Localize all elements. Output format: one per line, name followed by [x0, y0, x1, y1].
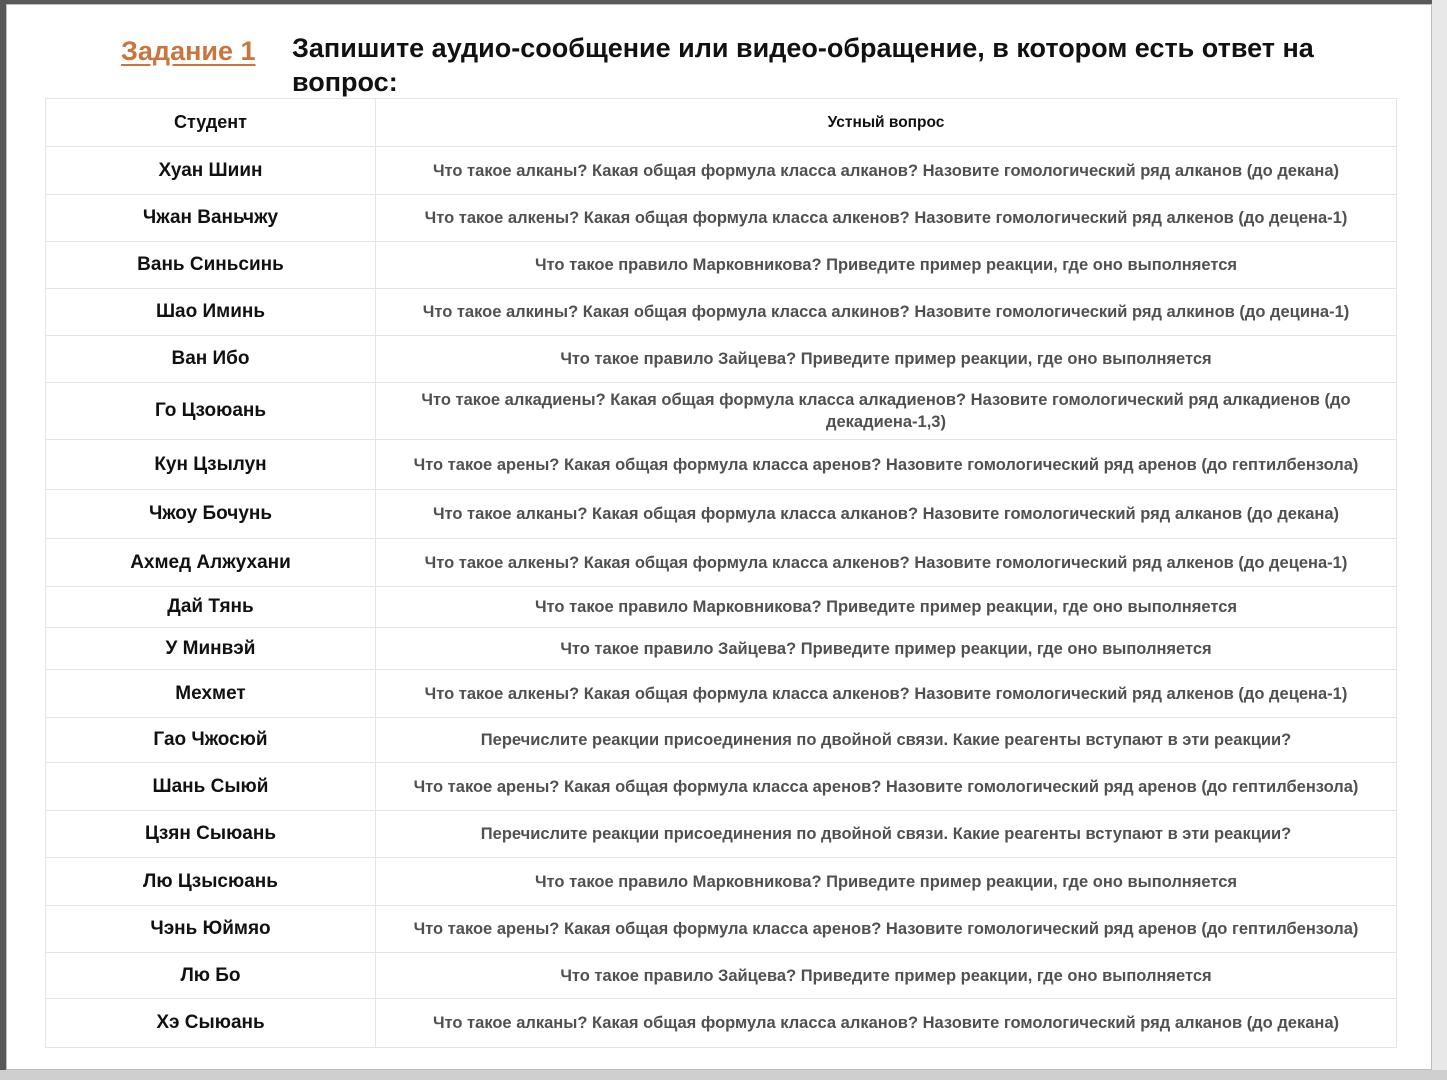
- student-name-cell: Ахмед Алжухани: [46, 539, 376, 587]
- oral-question-cell: Что такое арены? Какая общая формула класса аренов? Назовите гомологический ряд аренов (до гептилбензола): [376, 763, 1397, 811]
- table-row: [46, 858, 1397, 906]
- student-name-cell: Лю Бо: [46, 953, 376, 999]
- student-name-cell: Хэ Сыюань: [46, 999, 376, 1048]
- oral-question-cell: Что такое алканы? Какая общая формула класса алканов? Назовите гомологический ряд алканов (до декана): [376, 147, 1397, 195]
- table-row: [46, 953, 1397, 999]
- assignment-table: [45, 98, 1397, 1048]
- oral-question-cell: Что такое арены? Какая общая формула класса аренов? Назовите гомологический ряд аренов (до гептилбензола): [376, 440, 1397, 490]
- oral-question-cell: Что такое правило Зайцева? Приведите пример реакции, где оно выполняется: [376, 628, 1397, 670]
- table-row: [46, 242, 1397, 289]
- student-name-cell: Цзян Сыюань: [46, 811, 376, 858]
- table-row: [46, 718, 1397, 763]
- table-row: [46, 670, 1397, 718]
- table-row: [46, 999, 1397, 1048]
- table-row: [46, 289, 1397, 336]
- student-name-cell: Мехмет: [46, 670, 376, 718]
- task-label: Задание 1: [121, 36, 256, 66]
- student-name-cell: Кун Цзылун: [46, 440, 376, 490]
- table-row: [46, 383, 1397, 440]
- oral-question-cell: Что такое правило Зайцева? Приведите пример реакции, где оно выполняется: [376, 336, 1397, 383]
- oral-question-cell: Что такое алкены? Какая общая формула класса алкенов? Назовите гомологический ряд алкенов (до децена-1): [376, 539, 1397, 587]
- student-name-cell: Лю Цзысюань: [46, 858, 376, 906]
- oral-question-cell: Что такое алкены? Какая общая формула класса алкенов? Назовите гомологический ряд алкенов (до децена-1): [376, 195, 1397, 242]
- student-name-cell: Гао Чжосюй: [46, 718, 376, 763]
- student-name-cell: Шао Иминь: [46, 289, 376, 336]
- oral-question-cell: Что такое алкины? Какая общая формула класса алкинов? Назовите гомологический ряд алкинов (до децина-1): [376, 289, 1397, 336]
- oral-question-cell: Что такое правило Марковникова? Приведите пример реакции, где оно выполняется: [376, 858, 1397, 906]
- table-row: [46, 490, 1397, 539]
- task-instruction: Запишите аудио-сообщение или видео-обращение, в котором есть ответ на вопрос:: [292, 33, 1314, 97]
- table-row: [46, 628, 1397, 670]
- oral-question-cell: Что такое алкадиены? Какая общая формула класса алкадиенов? Назовите гомологический ряд алкадиенов (до декадиена-1,3): [376, 383, 1397, 440]
- table-row: [46, 336, 1397, 383]
- table-row: [46, 906, 1397, 953]
- table-row: [46, 440, 1397, 490]
- table-body: [46, 147, 1397, 1048]
- oral-question-cell: Что такое правило Марковникова? Приведите пример реакции, где оно выполняется: [376, 587, 1397, 628]
- viewer-bottom-edge: [0, 1070, 1447, 1080]
- student-name-cell: Ван Ибо: [46, 336, 376, 383]
- document-page: [6, 4, 1432, 1070]
- student-name-cell: Шань Сыюй: [46, 763, 376, 811]
- header-question: Устный вопрос: [376, 99, 1397, 147]
- table-header-row: [46, 99, 1397, 147]
- viewer-right-edge: [1432, 0, 1447, 1080]
- student-name-cell: У Минвэй: [46, 628, 376, 670]
- table-row: [46, 147, 1397, 195]
- oral-question-cell: Что такое правило Зайцева? Приведите пример реакции, где оно выполняется: [376, 953, 1397, 999]
- task-header: [121, 31, 1381, 99]
- student-name-cell: Вань Синьсинь: [46, 242, 376, 289]
- table-row: [46, 587, 1397, 628]
- student-name-cell: Чжоу Бочунь: [46, 490, 376, 539]
- oral-question-cell: Что такое алкены? Какая общая формула класса алкенов? Назовите гомологический ряд алкенов (до децена-1): [376, 670, 1397, 718]
- assignment-table-wrapper: [45, 98, 1396, 1048]
- table-row: [46, 539, 1397, 587]
- oral-question-cell: Что такое алканы? Какая общая формула класса алканов? Назовите гомологический ряд алканов (до декана): [376, 999, 1397, 1048]
- oral-question-cell: Что такое алканы? Какая общая формула класса алканов? Назовите гомологический ряд алканов (до декана): [376, 490, 1397, 539]
- student-name-cell: Хуан Шиин: [46, 147, 376, 195]
- oral-question-cell: Что такое правило Марковникова? Приведите пример реакции, где оно выполняется: [376, 242, 1397, 289]
- student-name-cell: Го Цзоюань: [46, 383, 376, 440]
- table-row: [46, 195, 1397, 242]
- student-name-cell: Чжан Ваньчжу: [46, 195, 376, 242]
- oral-question-cell: Перечислите реакции присоединения по двойной связи. Какие реагенты вступают в эти реакции?: [376, 718, 1397, 763]
- oral-question-cell: Перечислите реакции присоединения по двойной связи. Какие реагенты вступают в эти реакции?: [376, 811, 1397, 858]
- student-name-cell: Чэнь Юймяо: [46, 906, 376, 953]
- oral-question-cell: Что такое арены? Какая общая формула класса аренов? Назовите гомологический ряд аренов (до гептилбензола): [376, 906, 1397, 953]
- student-name-cell: Дай Тянь: [46, 587, 376, 628]
- table-row: [46, 811, 1397, 858]
- header-student: Студент: [46, 99, 376, 147]
- table-row: [46, 763, 1397, 811]
